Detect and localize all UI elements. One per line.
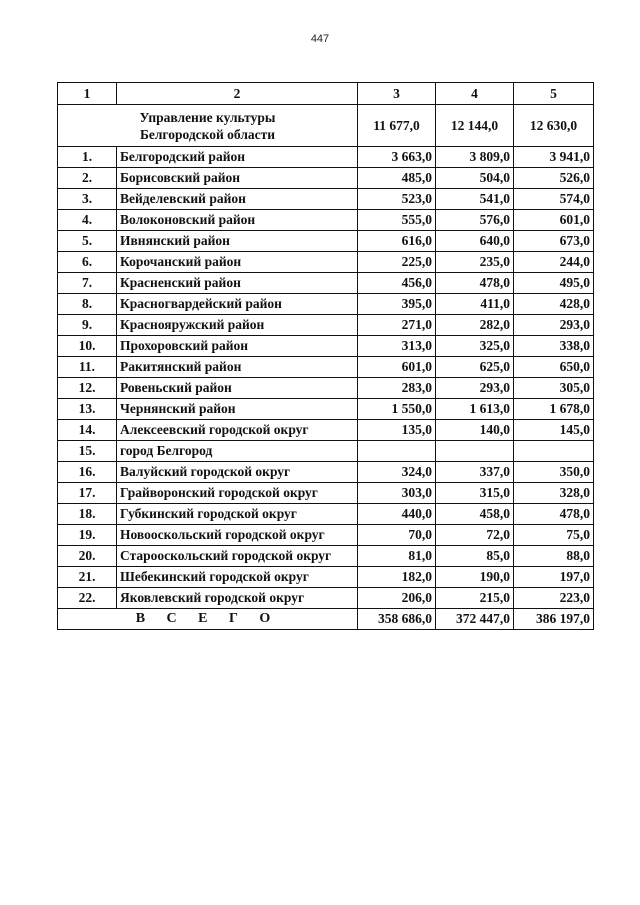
row-value-4: 504,0 <box>436 168 514 189</box>
row-value-4: 293,0 <box>436 378 514 399</box>
row-value-5: 495,0 <box>514 273 594 294</box>
row-number: 16. <box>58 462 117 483</box>
total-row <box>58 609 594 630</box>
department-name-line1: Управление культуры <box>139 109 276 125</box>
row-name: Ровеньский район <box>117 378 358 399</box>
row-value-3: 616,0 <box>358 231 436 252</box>
row-value-5: 145,0 <box>514 420 594 441</box>
row-number: 19. <box>58 525 117 546</box>
row-name: Шебекинский городской округ <box>117 567 358 588</box>
row-value-4: 140,0 <box>436 420 514 441</box>
row-name: Новооскольский городской округ <box>117 525 358 546</box>
column-header-5: 5 <box>514 83 594 105</box>
row-value-5: 328,0 <box>514 483 594 504</box>
row-value-4: 640,0 <box>436 231 514 252</box>
row-number: 10. <box>58 336 117 357</box>
row-value-5: 1 678,0 <box>514 399 594 420</box>
row-value-4: 215,0 <box>436 588 514 609</box>
total-value-4: 372 447,0 <box>436 609 514 630</box>
row-value-4: 85,0 <box>436 546 514 567</box>
column-header-1: 1 <box>58 83 117 105</box>
department-value-4: 12 144,0 <box>436 105 514 147</box>
row-value-4: 315,0 <box>436 483 514 504</box>
table-row <box>58 210 594 231</box>
department-name <box>58 105 358 147</box>
table-row <box>58 378 594 399</box>
column-header-4: 4 <box>436 83 514 105</box>
row-value-4: 3 809,0 <box>436 147 514 168</box>
row-value-4: 458,0 <box>436 504 514 525</box>
budget-table <box>57 82 594 630</box>
row-name: Яковлевский городской округ <box>117 588 358 609</box>
total-label: В С Е Г О <box>58 609 358 630</box>
row-value-5: 428,0 <box>514 294 594 315</box>
column-header-2: 2 <box>117 83 358 105</box>
column-header-3: 3 <box>358 83 436 105</box>
row-value-3: 225,0 <box>358 252 436 273</box>
row-value-3: 206,0 <box>358 588 436 609</box>
row-value-3: 70,0 <box>358 525 436 546</box>
table-row <box>58 315 594 336</box>
row-value-4: 576,0 <box>436 210 514 231</box>
row-value-4: 325,0 <box>436 336 514 357</box>
row-name: Губкинский городской округ <box>117 504 358 525</box>
row-value-3: 440,0 <box>358 504 436 525</box>
table-row <box>58 483 594 504</box>
table-row <box>58 441 594 462</box>
row-value-5: 197,0 <box>514 567 594 588</box>
table-row <box>58 462 594 483</box>
row-name: Краснояружский район <box>117 315 358 336</box>
table-row <box>58 252 594 273</box>
row-value-3: 3 663,0 <box>358 147 436 168</box>
row-number: 3. <box>58 189 117 210</box>
row-name: Алексеевский городской округ <box>117 420 358 441</box>
row-value-3: 523,0 <box>358 189 436 210</box>
row-name: Ивнянский район <box>117 231 358 252</box>
row-number: 20. <box>58 546 117 567</box>
department-value-3: 11 677,0 <box>358 105 436 147</box>
row-value-3: 283,0 <box>358 378 436 399</box>
row-value-5: 293,0 <box>514 315 594 336</box>
row-value-3: 456,0 <box>358 273 436 294</box>
row-value-3: 303,0 <box>358 483 436 504</box>
row-value-3 <box>358 441 436 462</box>
row-name: Прохоровский район <box>117 336 358 357</box>
row-value-3: 324,0 <box>358 462 436 483</box>
table-row <box>58 567 594 588</box>
table-row <box>58 357 594 378</box>
row-name: Ракитянский район <box>117 357 358 378</box>
page-number: 447 <box>310 33 330 45</box>
row-value-5: 223,0 <box>514 588 594 609</box>
row-value-4: 541,0 <box>436 189 514 210</box>
row-number: 6. <box>58 252 117 273</box>
row-name: Красненский район <box>117 273 358 294</box>
row-value-5: 338,0 <box>514 336 594 357</box>
row-name: Вейделевский район <box>117 189 358 210</box>
row-value-5: 3 941,0 <box>514 147 594 168</box>
table-row <box>58 147 594 168</box>
table-row <box>58 336 594 357</box>
row-value-5: 673,0 <box>514 231 594 252</box>
row-name: Валуйский городской округ <box>117 462 358 483</box>
department-value-5: 12 630,0 <box>514 105 594 147</box>
row-number: 2. <box>58 168 117 189</box>
row-value-4: 411,0 <box>436 294 514 315</box>
row-value-4: 190,0 <box>436 567 514 588</box>
row-value-5: 244,0 <box>514 252 594 273</box>
row-number: 14. <box>58 420 117 441</box>
table-row <box>58 420 594 441</box>
row-number: 5. <box>58 231 117 252</box>
row-number: 22. <box>58 588 117 609</box>
row-value-5: 650,0 <box>514 357 594 378</box>
row-value-4: 625,0 <box>436 357 514 378</box>
department-name-line2: Белгородской области <box>139 126 276 142</box>
row-value-3: 601,0 <box>358 357 436 378</box>
table-header-row <box>58 83 594 105</box>
row-name: город Белгород <box>117 441 358 462</box>
table-row <box>58 546 594 567</box>
row-value-5: 305,0 <box>514 378 594 399</box>
row-name: Красногвардейский район <box>117 294 358 315</box>
row-number: 11. <box>58 357 117 378</box>
table-row <box>58 504 594 525</box>
row-name: Борисовский район <box>117 168 358 189</box>
row-value-3: 485,0 <box>358 168 436 189</box>
row-number: 17. <box>58 483 117 504</box>
row-value-3: 182,0 <box>358 567 436 588</box>
row-number: 13. <box>58 399 117 420</box>
total-value-3: 358 686,0 <box>358 609 436 630</box>
row-value-5: 601,0 <box>514 210 594 231</box>
table-row <box>58 294 594 315</box>
row-value-4: 1 613,0 <box>436 399 514 420</box>
row-value-5: 75,0 <box>514 525 594 546</box>
row-number: 4. <box>58 210 117 231</box>
row-value-3: 135,0 <box>358 420 436 441</box>
row-name: Корочанский район <box>117 252 358 273</box>
department-row <box>58 105 594 147</box>
row-name: Грайворонский городской округ <box>117 483 358 504</box>
row-value-5: 574,0 <box>514 189 594 210</box>
row-number: 18. <box>58 504 117 525</box>
row-value-4: 478,0 <box>436 273 514 294</box>
table-row <box>58 273 594 294</box>
row-number: 21. <box>58 567 117 588</box>
row-number: 15. <box>58 441 117 462</box>
row-name: Старооскольский городской округ <box>117 546 358 567</box>
row-number: 9. <box>58 315 117 336</box>
row-value-3: 555,0 <box>358 210 436 231</box>
row-value-4: 72,0 <box>436 525 514 546</box>
row-number: 7. <box>58 273 117 294</box>
table-row <box>58 189 594 210</box>
row-value-3: 395,0 <box>358 294 436 315</box>
row-value-3: 313,0 <box>358 336 436 357</box>
row-value-3: 271,0 <box>358 315 436 336</box>
row-value-3: 1 550,0 <box>358 399 436 420</box>
row-value-5: 478,0 <box>514 504 594 525</box>
row-name: Волоконовский район <box>117 210 358 231</box>
row-name: Белгородский район <box>117 147 358 168</box>
row-name: Чернянский район <box>117 399 358 420</box>
table-row <box>58 231 594 252</box>
row-value-4: 337,0 <box>436 462 514 483</box>
row-value-3: 81,0 <box>358 546 436 567</box>
table-row <box>58 168 594 189</box>
table-row <box>58 525 594 546</box>
row-number: 8. <box>58 294 117 315</box>
row-value-5: 350,0 <box>514 462 594 483</box>
row-number: 1. <box>58 147 117 168</box>
table-row <box>58 588 594 609</box>
row-value-4 <box>436 441 514 462</box>
row-number: 12. <box>58 378 117 399</box>
row-value-4: 235,0 <box>436 252 514 273</box>
row-value-5: 88,0 <box>514 546 594 567</box>
row-value-5: 526,0 <box>514 168 594 189</box>
row-value-5 <box>514 441 594 462</box>
row-value-4: 282,0 <box>436 315 514 336</box>
total-value-5: 386 197,0 <box>514 609 594 630</box>
table-row <box>58 399 594 420</box>
